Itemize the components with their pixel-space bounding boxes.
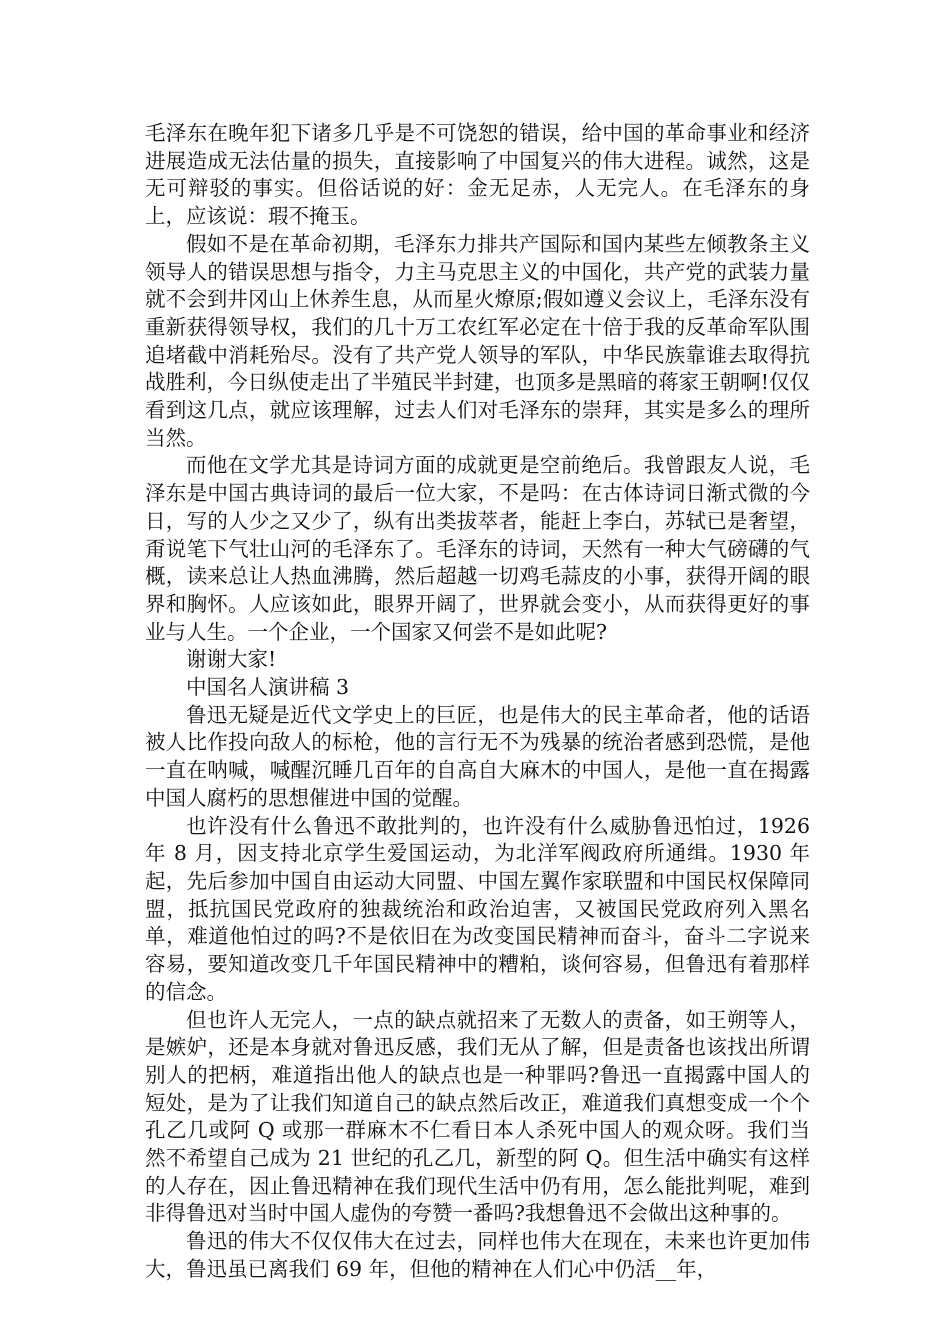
paragraph-luxun-legacy: 鲁迅的伟大不仅仅伟大在过去，同样也伟大在现在，未来也许更加伟大，鲁迅虽已离我们 69 年，但他的精神在人们心中仍活__年，: [145, 1229, 810, 1281]
paragraph-luxun-critics: 但也许人无完人，一点的缺点就招来了无数人的责备，如王朔等人，是嫉妒，还是本身就对鲁迅反感，我们无从了解，但是责备也该找出所谓别人的把柄，难道指出他人的缺点也是一种罪吗?鲁迅一直揭露中国人的短处，是为了让我们知道自己的缺点然后改正，难道我们真想变成一个个孔乙几或阿 Q 或那一群麻木不仁看日本人杀死中国人的观众呀。我们当然不希望自己成为 21 世纪的孔乙几，新型的阿 Q。但生活中确实有这样的人存在，因止鲁迅精神在我们现代生活中仍有用，怎么能批判呢，难到非得鲁迅对当时中国人虚伪的夸赞一番吗?我想鲁迅不会做出这种事的。: [145, 1007, 810, 1226]
closing-thanks: 谢谢大家!: [186, 647, 277, 672]
paragraph-mao-poetry: 而他在文学尤其是诗词方面的成就更是空前绝后。我曾跟友人说，毛泽东是中国古典诗词的最后一位大家，不是吗：在古体诗词日渐式微的今日，写的人少之又少了，纵有出类拔萃者，能赶上李白，苏轼已是奢望，甭说笔下气壮山河的毛泽东了。毛泽东的诗词，天然有一种大气磅礴的气概，读来总让人热血沸腾，然后超越一切鸡毛蒜皮的小事，获得开阔的眼界和胸怀。人应该如此，眼界开阔了，世界就会变小，从而获得更好的事业与人生。一个企业，一个国家又何尝不是如此呢?: [145, 453, 810, 644]
section-heading: 中国名人演讲稿 3: [186, 675, 350, 700]
document-body: [145, 120, 810, 1284]
paragraph-luxun-courage: 也许没有什么鲁迅不敢批判的，也许没有什么威胁鲁迅怕过，1926 年 8 月，因支持北京学生爱国运动，为北洋军阀政府所通缉。1930 年起，先后参加中国自由运动大同盟、中国左翼作家联盟和中国民权保障同盟，抵抗国民党政府的独裁统治和政治迫害，又被国民党政府列入黑名单，难道他怕过的吗?不是依旧在为改变国民精神而奋斗，奋斗二字说来容易，要知道改变几千年国民精神中的糟粕，谈何容易，但鲁迅有着那样的信念。: [145, 813, 810, 1004]
paragraph-luxun-intro: 鲁迅无疑是近代文学史上的巨匠，也是伟大的民主革命者，他的话语被人比作投向敌人的标枪，他的言行无不为残暴的统治者感到恐慌，是他一直在呐喊，喊醒沉睡几百年的自高自大麻木的中国人，是他一直在揭露中国人腐朽的思想催进中国的觉醒。: [145, 702, 810, 810]
paragraph-mao-mistakes: 毛泽东在晚年犯下诸多几乎是不可饶恕的错误，给中国的革命事业和经济进展造成无法估量的损失，直接影响了中国复兴的伟大进程。诚然，这是无可辩驳的事实。但俗话说的好：金无足赤，人无完人。在毛泽东的身上，应该说：瑕不掩玉。: [145, 121, 810, 229]
paragraph-mao-revolution: 假如不是在革命初期，毛泽东力排共产国际和国内某些左倾教条主义领导人的错误思想与指令，力主马克思主义的中国化，共产党的武装力量就不会到井冈山上休养生息，从而星火燎原;假如遵义会议上，毛泽东没有重新获得领导权，我们的几十万工农红军必定在十倍于我的反革命军队围追堵截中消耗殆尽。没有了共产党人领导的军队，中华民族靠谁去取得抗战胜利，今日纵使走出了半殖民半封建，也顶多是黑暗的蒋家王朝啊!仅仅看到这几点，就应该理解，过去人们对毛泽东的崇拜，其实是多么的理所当然。: [145, 231, 810, 450]
